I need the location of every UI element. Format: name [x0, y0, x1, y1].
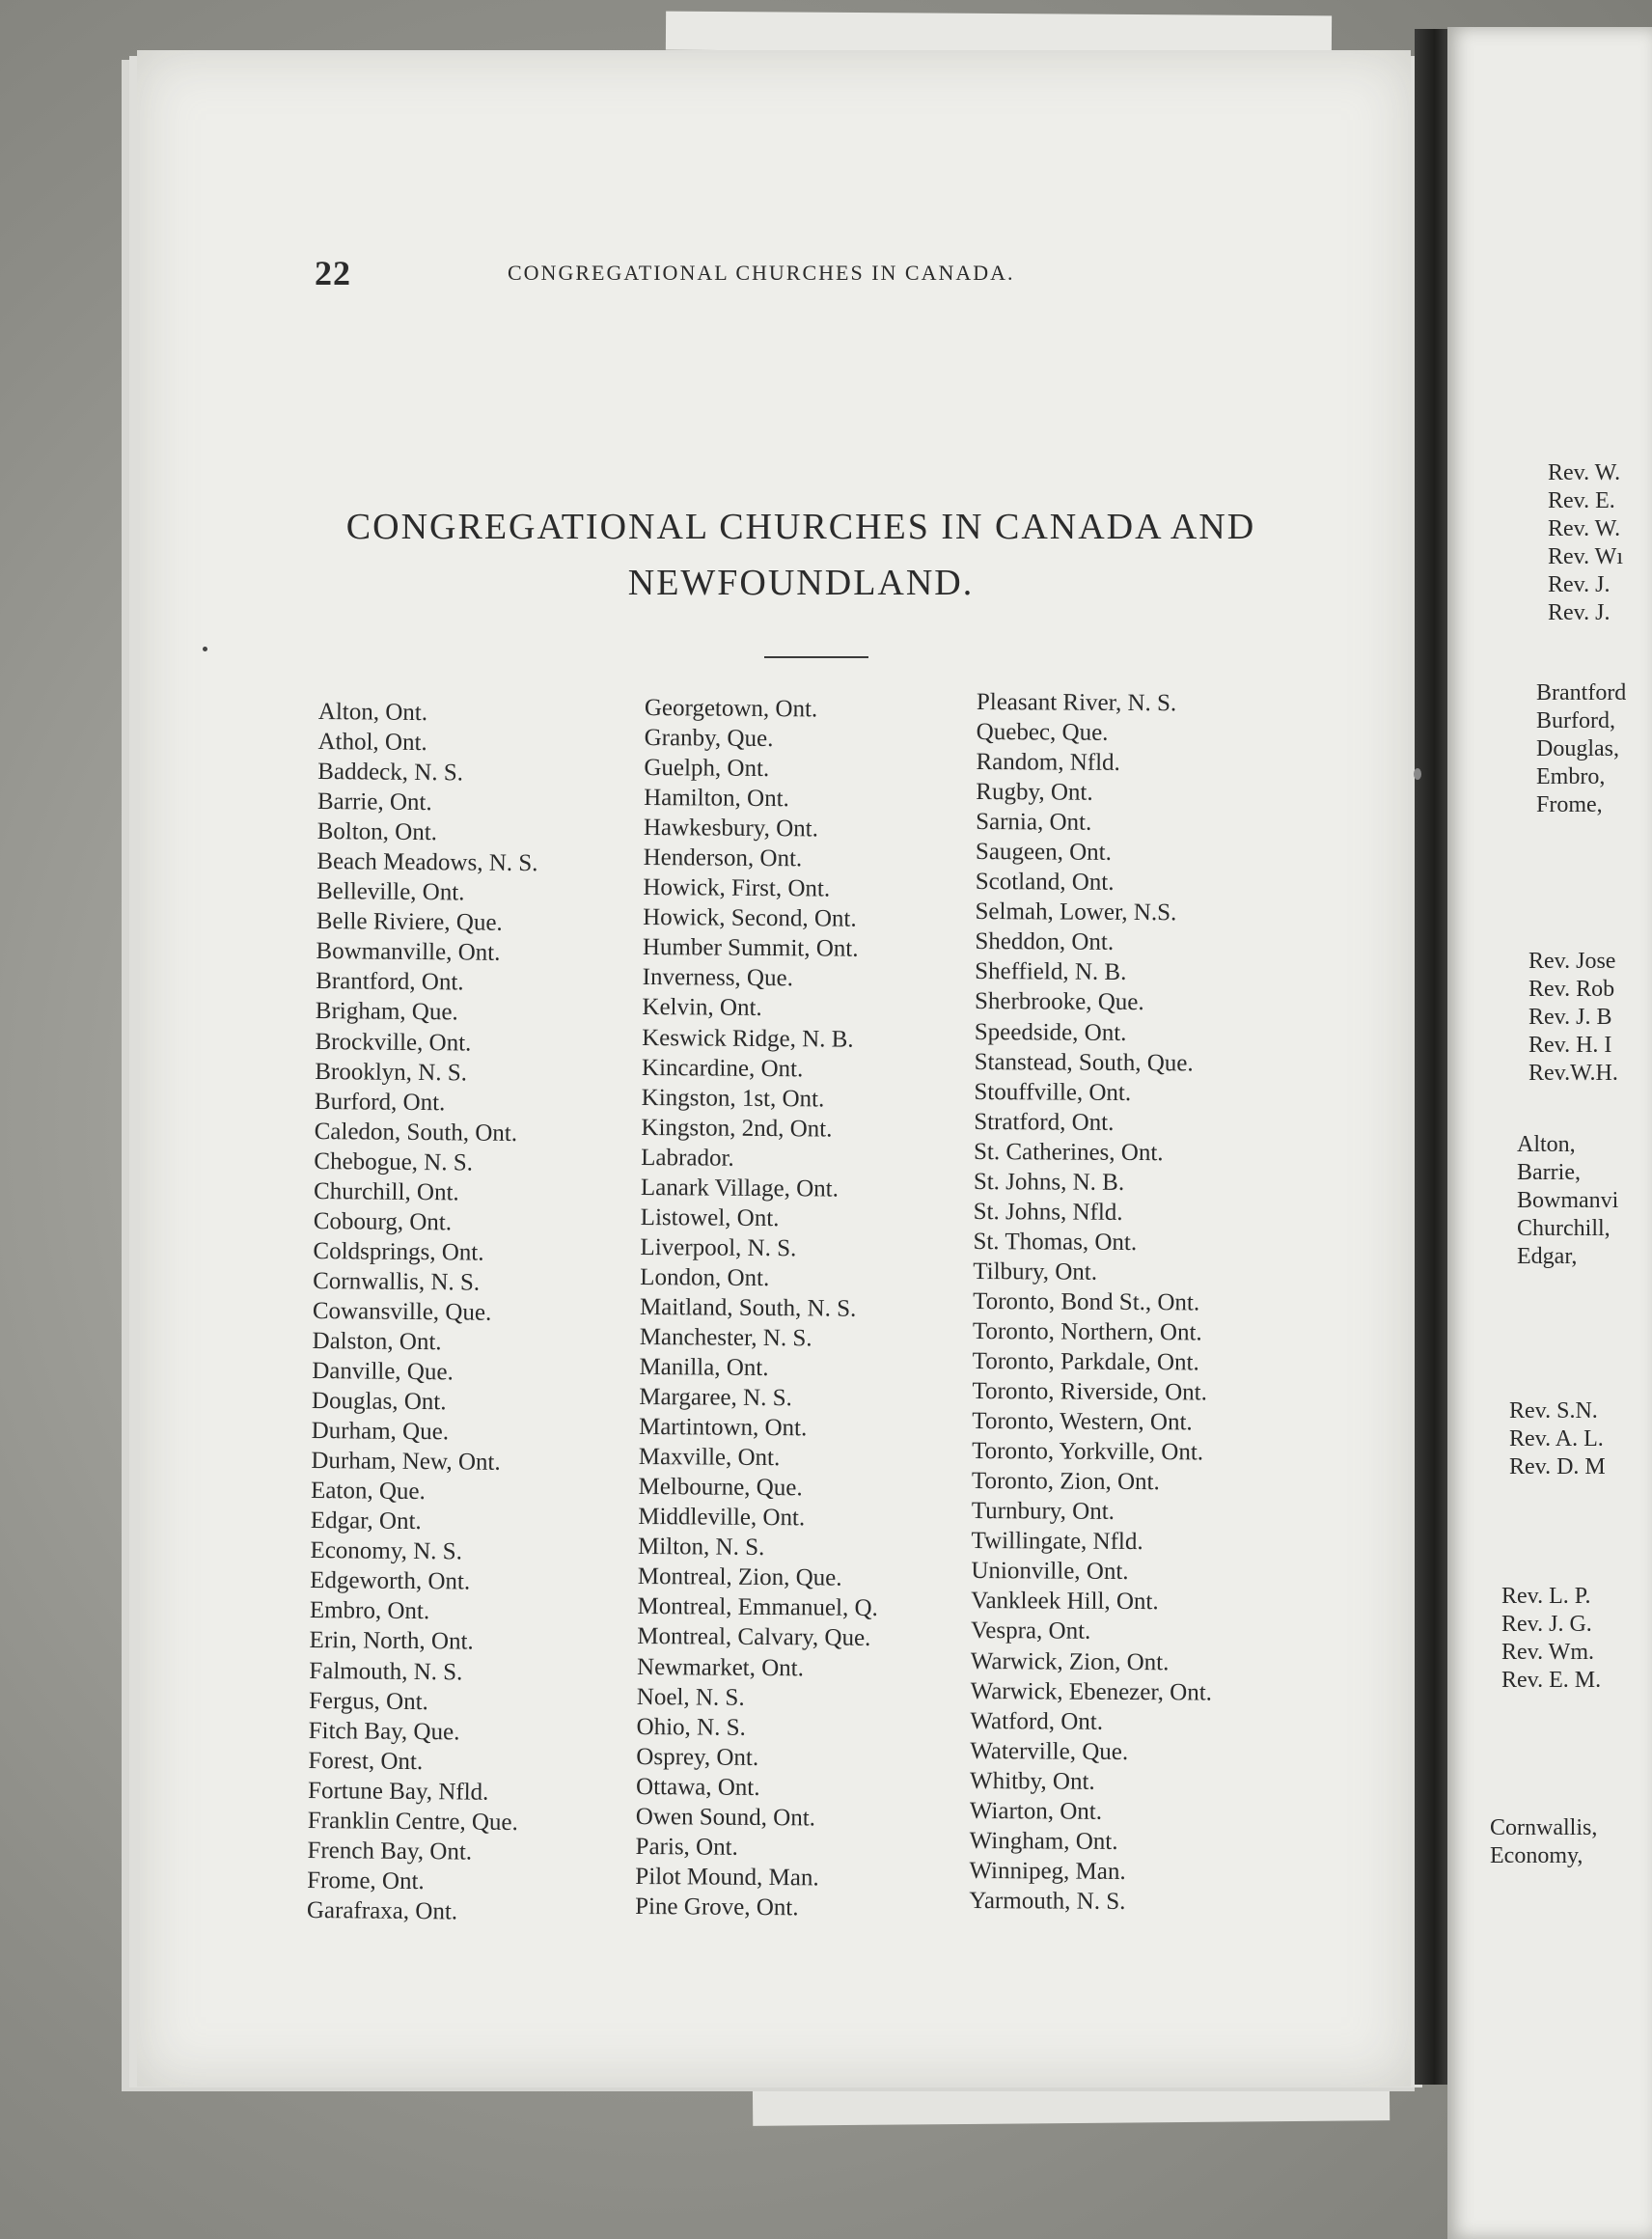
church-entry: Maitland, South, N. S.	[639, 1293, 857, 1322]
right-page-line: Rev. J.	[1548, 572, 1611, 597]
church-entry: Cobourg, Ont.	[313, 1207, 453, 1236]
church-entry: Edgeworth, Ont.	[310, 1567, 471, 1595]
church-entry: Wingham, Ont.	[969, 1827, 1118, 1855]
church-entry: Unionville, Ont.	[971, 1558, 1129, 1586]
paper-speck	[203, 647, 207, 651]
church-entry: Baddeck, N. S.	[317, 759, 464, 787]
church-entry: Scotland, Ont.	[975, 869, 1115, 897]
right-page-line: Rev. H. I	[1528, 1033, 1612, 1058]
church-entry: Dalston, Ont.	[312, 1327, 442, 1356]
church-entry: Cowansville, Que.	[312, 1297, 492, 1326]
church-entry: Belleville, Ont.	[316, 878, 465, 906]
church-entry: Athol, Ont.	[317, 729, 427, 757]
book-gutter	[1415, 29, 1447, 2085]
church-entry: Random, Nfld.	[976, 749, 1120, 777]
church-entry: Howick, First, Ont.	[643, 874, 831, 902]
church-entry: Montreal, Emmanuel, Q.	[637, 1593, 878, 1622]
right-page-line: Rev. E. M.	[1501, 1668, 1602, 1693]
church-entry: Bowmanville, Ont.	[316, 938, 501, 967]
church-entry: Stratford, Ont.	[974, 1108, 1115, 1136]
church-entry: Eaton, Que.	[310, 1478, 426, 1506]
church-entry: Turnbury, Ont.	[971, 1498, 1115, 1526]
church-entry: Pine Grove, Ont.	[635, 1893, 799, 1921]
church-entry: Vankleek Hill, Ont.	[971, 1588, 1159, 1616]
church-entry: Saugeen, Ont.	[975, 839, 1112, 867]
church-entry: Paris, Ont.	[635, 1833, 738, 1861]
paper-speck	[1414, 768, 1421, 780]
church-entry: Franklin Centre, Que.	[307, 1807, 518, 1836]
right-page-line: Rev. S.N.	[1509, 1398, 1598, 1424]
church-entry: Martintown, Ont.	[638, 1414, 808, 1442]
church-entry: Montreal, Zion, Que.	[637, 1563, 842, 1591]
church-entry: Sarnia, Ont.	[976, 809, 1092, 836]
church-entry: Belle Riviere, Que.	[316, 908, 503, 937]
church-entry: Beach Meadows, N. S.	[317, 848, 538, 877]
church-entry: Liverpool, N. S.	[640, 1233, 797, 1262]
church-entry: Toronto, Northern, Ont.	[972, 1317, 1202, 1346]
right-page-line: Douglas,	[1536, 736, 1619, 761]
church-entry: Chebogue, N. S.	[314, 1147, 474, 1176]
church-entry: Toronto, Zion, Ont.	[971, 1468, 1160, 1496]
church-entry: Toronto, Bond St., Ont.	[973, 1287, 1200, 1316]
church-entry: Warwick, Ebenezer, Ont.	[970, 1677, 1213, 1706]
church-entry: Warwick, Zion, Ont.	[970, 1647, 1170, 1675]
church-entry: Churchill, Ont.	[313, 1177, 459, 1206]
right-page-line: Rev. Jose	[1528, 949, 1616, 974]
church-entry: Toronto, Parkdale, Ont.	[972, 1348, 1199, 1376]
church-entry: Listowel, Ont.	[640, 1203, 780, 1231]
page-header	[0, 253, 1652, 291]
right-page-line: Rev. W.	[1548, 460, 1621, 485]
right-page-line: Rev. J. B	[1528, 1005, 1612, 1030]
church-entry: St. Thomas, Ont.	[973, 1228, 1138, 1256]
church-entry: French Bay, Ont.	[307, 1837, 473, 1866]
church-list-column-3	[969, 687, 1218, 1917]
church-entry: Speedside, Ont.	[974, 1018, 1127, 1046]
right-page-line: Brantford	[1536, 680, 1627, 705]
right-page-line: Rev. E.	[1548, 488, 1615, 513]
church-entry: Selmah, Lower, N.S.	[975, 898, 1177, 926]
church-entry: Melbourne, Que.	[638, 1474, 803, 1502]
church-entry: Kingston, 2nd, Ont.	[641, 1114, 833, 1143]
church-entry: Barrie, Ont.	[317, 788, 432, 816]
church-entry: Guelph, Ont.	[644, 755, 770, 783]
church-entry: Vespra, Ont.	[970, 1617, 1091, 1645]
running-head: CONGREGATIONAL CHURCHES IN CANADA.	[508, 261, 1015, 285]
church-entry: Ottawa, Ont.	[635, 1773, 760, 1801]
church-entry: Forest, Ont.	[308, 1747, 424, 1775]
right-page-group	[1536, 679, 1626, 819]
church-entry: Henderson, Ont.	[643, 844, 803, 872]
church-entry: Whitby, Ont.	[969, 1767, 1095, 1795]
church-entry: Humber Summit, Ont.	[642, 934, 859, 963]
church-entry: Danville, Que.	[312, 1357, 454, 1386]
church-entry: Durham, New, Ont.	[311, 1448, 501, 1477]
right-page-line: Rev. Rob	[1528, 977, 1615, 1002]
right-page-line: Rev.W.H.	[1528, 1061, 1618, 1086]
church-entry: Labrador.	[641, 1144, 734, 1172]
church-entry: Georgetown, Ont.	[644, 694, 818, 723]
church-entry: Tilbury, Ont.	[973, 1258, 1098, 1285]
right-page-line: Rev. Wı	[1548, 544, 1623, 569]
right-page-line: Barrie,	[1517, 1160, 1581, 1185]
church-entry: Ohio, N. S.	[636, 1713, 746, 1741]
church-entry: Howick, Second, Ont.	[643, 904, 857, 933]
church-entry: Hawkesbury, Ont.	[643, 815, 818, 843]
church-entry: Fortune Bay, Nfld.	[307, 1777, 489, 1806]
right-page-line: Embro,	[1536, 764, 1606, 789]
church-entry: Granby, Que.	[644, 725, 774, 753]
title-rule	[764, 656, 868, 658]
right-page-line: Rev. L. P.	[1501, 1584, 1591, 1609]
church-entry: Kingston, 1st, Ont.	[641, 1084, 825, 1113]
church-entry: Falmouth, N. S.	[309, 1657, 463, 1685]
church-entry: Sheffield, N. B.	[975, 958, 1127, 986]
page-title-line-2: NEWFOUNDLAND.	[627, 563, 975, 603]
right-page-line: Rev. Wm.	[1501, 1640, 1594, 1665]
church-entry: Edgar, Ont.	[310, 1507, 422, 1535]
right-page-line: Rev. D. M	[1509, 1454, 1606, 1479]
right-page-group	[1548, 459, 1623, 627]
church-entry: Alton, Ont.	[317, 698, 428, 727]
church-entry: Erin, North, Ont.	[309, 1627, 474, 1656]
church-entry: Cornwallis, N. S.	[313, 1267, 481, 1296]
right-page-line: Rev. A. L.	[1509, 1426, 1604, 1451]
page-number: 22	[315, 254, 351, 292]
church-entry: Newmarket, Ont.	[636, 1653, 805, 1681]
church-entry: Durham, Que.	[311, 1418, 450, 1446]
right-page-line: Frome,	[1536, 792, 1603, 817]
church-entry: Frome, Ont.	[307, 1866, 425, 1894]
church-entry: Lanark Village, Ont.	[640, 1174, 839, 1202]
church-entry: Toronto, Riverside, Ont.	[972, 1378, 1207, 1406]
page-title-line-1: CONGREGATIONAL CHURCHES IN CANADA AND	[345, 507, 1256, 547]
church-entry: Brockville, Ont.	[315, 1028, 472, 1057]
right-page-line: Economy,	[1490, 1843, 1583, 1868]
right-page-line: Edgar,	[1517, 1244, 1578, 1269]
church-entry: London, Ont.	[640, 1263, 770, 1291]
church-entry: Rugby, Ont.	[976, 779, 1093, 806]
church-entry: Watford, Ont.	[970, 1707, 1104, 1735]
church-entry: Toronto, Western, Ont.	[972, 1408, 1193, 1436]
church-entry: Noel, N. S.	[636, 1683, 745, 1711]
church-entry: Pleasant River, N. S.	[976, 688, 1177, 717]
church-entry: Brooklyn, N. S.	[315, 1058, 468, 1087]
church-entry: Garafraxa, Ont.	[306, 1896, 458, 1925]
church-entry: Yarmouth, N. S.	[969, 1887, 1126, 1915]
church-list-column-1	[307, 697, 539, 1927]
right-page-line: Cornwallis,	[1490, 1815, 1598, 1840]
church-entry: St. Johns, N. B.	[973, 1168, 1125, 1196]
right-page-line: Rev. W.	[1548, 516, 1621, 541]
church-entry: Waterville, Que.	[970, 1737, 1129, 1765]
church-entry: Stouffville, Ont.	[974, 1078, 1132, 1106]
church-entry: Fergus, Ont.	[308, 1687, 428, 1715]
church-entry: Brigham, Que.	[315, 998, 458, 1026]
church-entry: Kincardine, Ont.	[641, 1054, 804, 1082]
church-entry: Owen Sound, Ont.	[635, 1803, 816, 1832]
church-entry: St. Johns, Nfld.	[973, 1198, 1123, 1226]
right-page-group	[1490, 1814, 1597, 1870]
church-entry: Economy, N. S.	[310, 1537, 463, 1565]
church-entry: Brantford, Ont.	[316, 968, 464, 996]
church-entry: Coldsprings, Ont.	[313, 1237, 484, 1266]
church-entry: Inverness, Que.	[642, 964, 793, 992]
right-page-line: Bowmanvi	[1517, 1188, 1619, 1213]
church-entry: Keswick Ridge, N. B.	[642, 1024, 854, 1053]
church-entry: Burford, Ont.	[314, 1088, 446, 1116]
church-entry: Twillingate, Nfld.	[971, 1528, 1143, 1556]
church-entry: Montreal, Calvary, Que.	[637, 1623, 871, 1652]
right-page-group	[1509, 1397, 1606, 1481]
church-entry: Wiarton, Ont.	[969, 1797, 1103, 1825]
church-entry: Embro, Ont.	[309, 1597, 430, 1625]
right-page-text	[1447, 0, 1652, 2239]
church-entry: Sheddon, Ont.	[975, 928, 1115, 956]
church-entry: St. Catherines, Ont.	[973, 1138, 1164, 1166]
right-page-group	[1528, 948, 1618, 1088]
church-entry: Manchester, N. S.	[639, 1323, 812, 1352]
church-entry: Stanstead, South, Que.	[974, 1048, 1194, 1076]
church-entry: Margaree, N. S.	[639, 1384, 792, 1412]
right-page-line: Rev. J.	[1548, 600, 1611, 625]
right-page-line: Churchill,	[1517, 1216, 1611, 1241]
church-entry: Quebec, Que.	[976, 719, 1109, 746]
church-entry: Kelvin, Ont.	[642, 994, 762, 1022]
church-list-column-2	[635, 693, 885, 1923]
church-entry: Fitch Bay, Que.	[308, 1717, 460, 1746]
right-page-group	[1517, 1131, 1618, 1271]
church-entry: Bolton, Ont.	[317, 818, 438, 846]
church-entry: Pilot Mound, Man.	[635, 1863, 819, 1892]
back-sheet-top	[666, 12, 1332, 55]
church-entry: Caledon, South, Ont.	[314, 1118, 518, 1147]
right-page-line: Burford,	[1536, 708, 1615, 733]
church-entry: Middleville, Ont.	[638, 1504, 806, 1532]
right-page-line: Rev. J. G.	[1501, 1612, 1592, 1637]
church-entry: Manilla, Ont.	[639, 1354, 769, 1382]
church-entry: Osprey, Ont.	[636, 1743, 759, 1771]
church-entry: Sherbrooke, Que.	[974, 988, 1144, 1016]
church-entry: Milton, N. S.	[637, 1534, 765, 1562]
church-entry: Maxville, Ont.	[638, 1444, 781, 1472]
church-entry: Douglas, Ont.	[311, 1388, 447, 1416]
right-page-group	[1501, 1583, 1601, 1695]
right-page-line: Alton,	[1517, 1132, 1576, 1157]
church-entry: Hamilton, Ont.	[644, 785, 789, 813]
church-entry: Winnipeg, Man.	[969, 1857, 1126, 1885]
church-entry: Toronto, Yorkville, Ont.	[972, 1438, 1204, 1466]
